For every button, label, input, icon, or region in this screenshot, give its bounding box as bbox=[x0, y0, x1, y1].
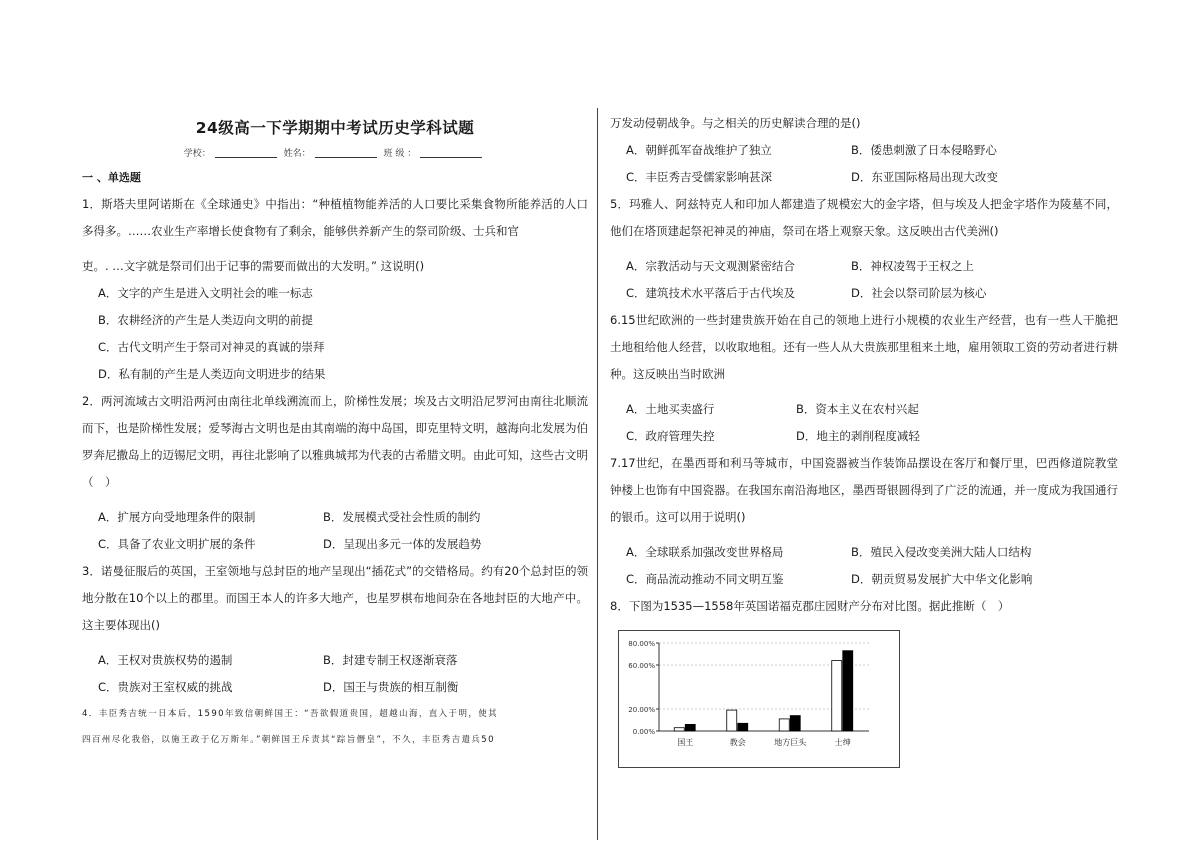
question-2-options bbox=[98, 504, 588, 558]
bar bbox=[832, 661, 842, 731]
option[interactable]: C．具备了农业文明扩展的条件 bbox=[98, 537, 256, 551]
question-6-options bbox=[626, 396, 1118, 450]
option[interactable]: D．东亚国际格局出现大改变 bbox=[851, 170, 998, 184]
school-blank[interactable] bbox=[215, 149, 277, 158]
option[interactable]: B．发展模式受社会性质的制约 bbox=[323, 510, 481, 524]
option[interactable]: C．政府管理失控 bbox=[626, 429, 715, 443]
y-tick-label: 60.00% bbox=[628, 662, 655, 670]
question-4-stem-end: 万发动侵朝战争。与之相关的历史解读合理的是() bbox=[610, 116, 861, 130]
estate-chart bbox=[618, 630, 900, 768]
column-divider bbox=[597, 108, 598, 840]
bar bbox=[727, 710, 737, 731]
question-3-stem: 3．诺曼征服后的英国，王室领地与总封臣的地产呈现出“插花式”的交错格局。约有20个总封臣的领地分散在10个以上的郡里。而国王本人的许多大地产，也星罗棋布地间杂在各地封臣的大地产中。这主要体现出() bbox=[82, 564, 588, 632]
option[interactable]: B．神权凌驾于王权之上 bbox=[851, 259, 974, 273]
option[interactable]: B．农耕经济的产生是人类迈向文明的前提 bbox=[98, 313, 313, 327]
question-7-options bbox=[626, 539, 1118, 593]
option[interactable]: C．商品流动推动不同文明互鉴 bbox=[626, 572, 784, 586]
question-7-stem: 7.17世纪，在墨西哥和利马等城市，中国瓷器被当作装饰品摆设在客厅和餐厅里，巴西修道院教堂钟楼上也饰有中国瓷器。在我国东南沿海地区，墨西哥银圆得到了广泛的流通，并一度成为我国通行的银币。这可以用于说明() bbox=[610, 456, 1118, 524]
option[interactable]: C．贵族对王室权威的挑战 bbox=[98, 680, 233, 694]
question-1-stem-cont: 吏。. …文字就是祭司们出于记事的需要而做出的大发明。” 这说明() bbox=[82, 259, 425, 273]
question-5-stem: 5．玛雅人、阿兹特克人和印加人都建造了规模宏大的金字塔，但与埃及人把金字塔作为陵墓不同，他们在塔顶建起祭祀神灵的神庙，祭司在塔上观察天象。这反映出古代美洲() bbox=[610, 197, 1118, 238]
bar bbox=[738, 723, 748, 731]
option[interactable]: A．宗教活动与天文观测紧密结合 bbox=[626, 259, 795, 273]
x-tick-label: 教会 bbox=[729, 738, 746, 747]
y-tick-label: 0.00% bbox=[632, 728, 655, 736]
question-1-stem: 1．斯塔夫里阿诺斯在《全球通史》中指出：“种植植物能养活的人口要比采集食物所能养活的人口多得多。……农业生产率增长使食物有了剩余，能够供养新产生的祭司阶级、士兵和官 bbox=[82, 197, 588, 238]
option[interactable]: D．朝贡贸易发展扩大中华文化影响 bbox=[851, 572, 1033, 586]
question-3-options bbox=[98, 647, 588, 701]
option[interactable]: A．土地买卖盛行 bbox=[626, 402, 715, 416]
option[interactable]: D．地主的剥削程度减轻 bbox=[796, 429, 920, 443]
option[interactable]: A．文字的产生是进入文明社会的唯一标志 bbox=[98, 286, 313, 300]
option[interactable]: C．古代文明产生于祭司对神灵的真诚的崇拜 bbox=[98, 340, 325, 354]
bar bbox=[674, 728, 684, 731]
school-label: 学校： bbox=[183, 149, 211, 159]
option[interactable]: B．封建专制王权逐渐衰落 bbox=[323, 653, 458, 667]
bar bbox=[790, 716, 800, 731]
x-tick-label: 地方巨头 bbox=[774, 738, 807, 747]
class-label: 班 级 ： bbox=[383, 149, 417, 159]
section-heading: 一 、单选题 bbox=[82, 171, 141, 184]
question-2-stem: 2．两河流域古文明沿两河由南往北单线溯流而上，阶梯性发展；埃及古文明沿尼罗河由南往北顺流而下，也是阶梯性发展；爱琴海古文明也是由其南端的海中岛国，即克里特文明，越海向北发展为伯罗奔尼撒岛上的迈锡尼文明，再往北影响了以雅典城邦为代表的古希腊文明。由此可知，这些古文明（ ） bbox=[82, 394, 588, 489]
y-tick-label: 20.00% bbox=[628, 706, 655, 714]
class-blank[interactable] bbox=[420, 149, 482, 158]
question-5-options bbox=[626, 253, 1118, 307]
right-column bbox=[610, 110, 1118, 768]
estate-chart-svg bbox=[619, 631, 899, 767]
option[interactable]: D．国王与贵族的相互制衡 bbox=[323, 680, 459, 694]
name-label: 姓名： bbox=[283, 149, 311, 159]
option[interactable]: B．资本主义在农村兴起 bbox=[796, 402, 919, 416]
exam-title: 24级高一下学期期中考试历史学科试题 bbox=[195, 119, 475, 137]
left-column bbox=[82, 110, 588, 753]
option[interactable]: A．扩展方向受地理条件的限制 bbox=[98, 510, 256, 524]
option[interactable]: B．倭患刺激了日本侵略野心 bbox=[851, 143, 997, 157]
question-8-stem: 8．下图为1535—1558年英国诺福克郡庄园财产分布对比图。据此推断（ ） bbox=[610, 599, 1010, 613]
option[interactable]: D．社会以祭司阶层为核心 bbox=[851, 286, 987, 300]
option[interactable]: D．呈现出多元一体的发展趋势 bbox=[323, 537, 482, 551]
option[interactable]: A．王权对贵族权势的遏制 bbox=[98, 653, 233, 667]
option[interactable]: A．全球联系加强改变世界格局 bbox=[626, 545, 784, 559]
bar bbox=[685, 724, 695, 731]
option[interactable]: C．丰臣秀吉受儒家影响甚深 bbox=[626, 170, 773, 184]
x-tick-label: 士绅 bbox=[834, 738, 851, 747]
option[interactable]: B．殖民入侵改变美洲大陆人口结构 bbox=[851, 545, 1032, 559]
student-info bbox=[82, 146, 588, 159]
option[interactable]: D．私有制的产生是人类迈向文明进步的结果 bbox=[98, 367, 326, 381]
x-tick-label: 国王 bbox=[677, 738, 694, 747]
name-blank[interactable] bbox=[315, 149, 377, 158]
option[interactable]: C．建筑技术水平落后于古代埃及 bbox=[626, 286, 796, 300]
question-4-options bbox=[626, 137, 1118, 191]
question-4-stem: 4．丰臣秀吉统一日本后，1590年致信朝鲜国王：“吾欲假道贵国，超越山海，直入于明，使其 bbox=[82, 709, 499, 719]
question-4-stem-cont: 四百州尽化我俗，以施王政于亿万斯年。”朝鲜国王斥责其“踪旨僭皇”，不久，丰臣秀吉遣兵50 bbox=[82, 735, 495, 745]
question-1-options bbox=[98, 280, 588, 388]
question-6-stem: 6.15世纪欧洲的一些封建贵族开始在自己的领地上进行小规模的农业生产经营，也有一些人干脆把土地租给他人经营，以收取地租。还有一些人从大贵族那里租来土地，雇用领取工资的劳动者进行耕种。这反映出当时欧洲 bbox=[610, 313, 1118, 381]
option[interactable]: A．朝鲜孤军奋战维护了独立 bbox=[626, 143, 772, 157]
y-tick-label: 80.00% bbox=[628, 640, 655, 648]
bar bbox=[779, 719, 789, 731]
bar bbox=[843, 651, 853, 731]
